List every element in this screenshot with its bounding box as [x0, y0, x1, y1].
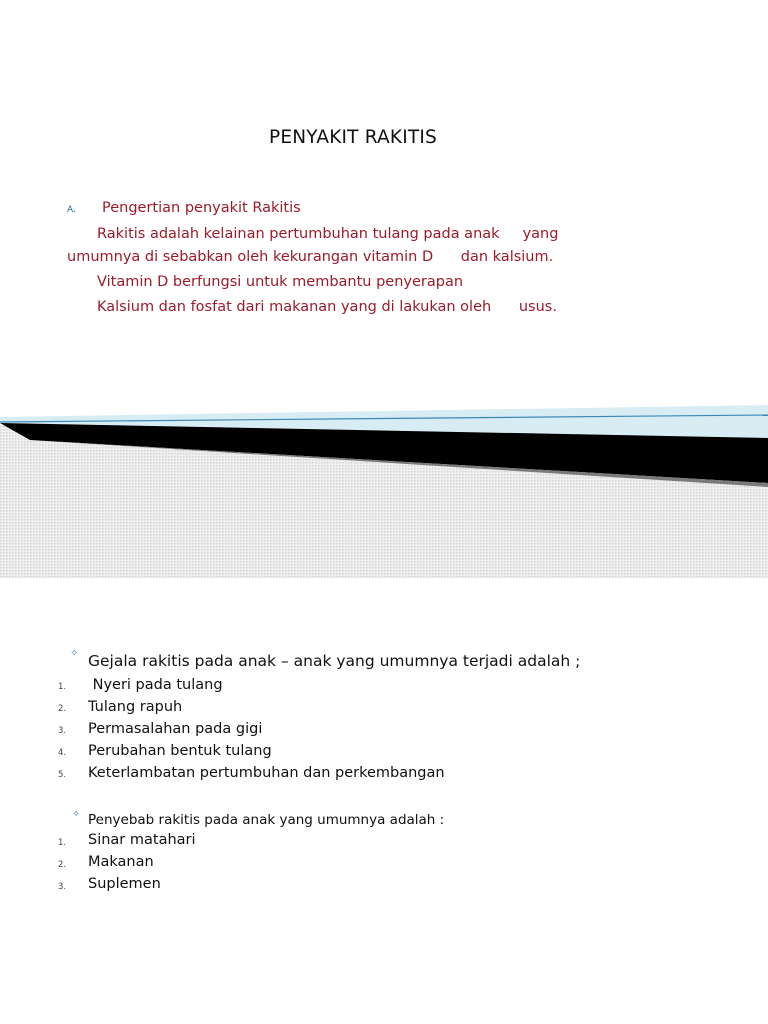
- list-number: 1.: [58, 838, 67, 848]
- section-letter: A.: [67, 205, 76, 215]
- definition-line-2: umumnya di sebabkan oleh kekurangan vitamin D dan kalsium.: [67, 249, 554, 265]
- list-number: 5.: [58, 770, 67, 780]
- list-item: Makanan: [88, 854, 154, 870]
- list-item: Sinar matahari: [88, 832, 196, 848]
- list-number: 3.: [58, 882, 67, 892]
- definition-line-3: Vitamin D berfungsi untuk membantu penyerapan: [97, 274, 464, 290]
- penyebab-heading: Penyebab rakitis pada anak yang umumnya adalah :: [88, 812, 445, 828]
- list-number: 1.: [58, 682, 67, 692]
- list-item: Permasalahan pada gigi: [88, 721, 263, 737]
- definition-line-4: Kalsium dan fosfat dari makanan yang di lakukan oleh usus.: [97, 299, 557, 315]
- list-item: Suplemen: [88, 876, 161, 892]
- list-item: Perubahan bentuk tulang: [88, 743, 272, 759]
- definition-line-1: Rakitis adalah kelainan pertumbuhan tulang pada anak yang: [97, 226, 559, 242]
- diamond-bullet-icon: ✧: [70, 648, 79, 659]
- list-number: 3.: [58, 726, 67, 736]
- decorative-band: [0, 405, 768, 578]
- page-title: PENYAKIT RAKITIS: [268, 127, 438, 148]
- diamond-bullet-icon: ✧: [72, 809, 81, 820]
- list-number: 2.: [58, 704, 67, 714]
- list-number: 2.: [58, 860, 67, 870]
- slide-2: [0, 578, 768, 1024]
- section-heading: Pengertian penyakit Rakitis: [102, 200, 301, 216]
- list-item: Nyeri pada tulang: [88, 677, 223, 693]
- list-item: Tulang rapuh: [88, 699, 183, 715]
- list-item: Keterlambatan pertumbuhan dan perkembangan: [88, 765, 445, 781]
- list-number: 4.: [58, 748, 67, 758]
- gejala-heading: Gejala rakitis pada anak – anak yang umumnya terjadi adalah ;: [88, 652, 581, 670]
